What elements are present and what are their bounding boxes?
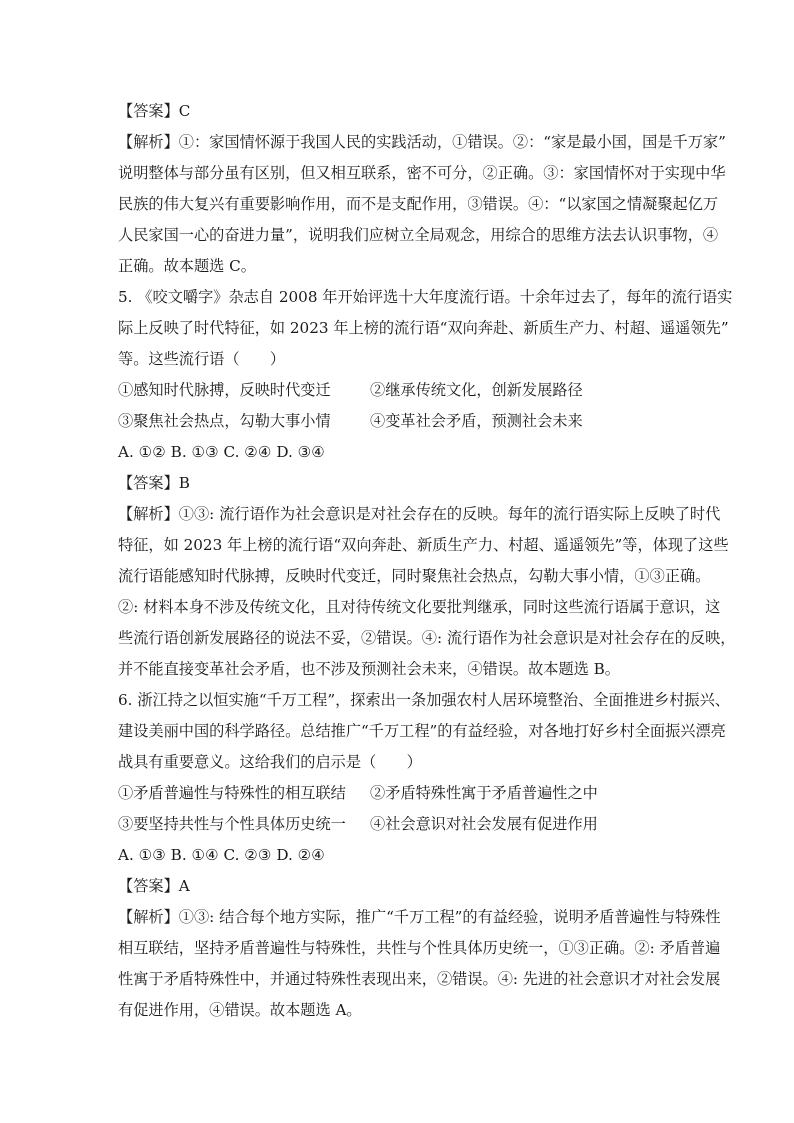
q5-analysis-line: 特征，如 2023 年上榜的流行语“双向奔赴、新质生产力、村超、遥遥领先”等，体现了这些 bbox=[118, 536, 729, 554]
q6-statement-4: ④社会意识对社会发展有促进作用 bbox=[370, 815, 598, 833]
q6-stem-line: 战具有重要意义。这给我们的启示是（ ） bbox=[118, 753, 422, 771]
q5-statement-row bbox=[118, 375, 684, 406]
q5-analysis-line: 些流行语创新发展路径的说法不妥，②错误。④: 流行语作为社会意识是对社会存在的反映， bbox=[118, 629, 736, 647]
q6-choices: A. ①③ B. ①④ C. ②③ D. ②④ bbox=[118, 846, 325, 864]
q5-analysis-line: 并不能直接变革社会矛盾，也不涉及预测社会未来，④错误。故本题选 B。 bbox=[118, 660, 620, 678]
q6-answer: 【答案】A bbox=[118, 877, 190, 895]
q5-statement-1: ①感知时代脉搏，反映时代变迁 bbox=[118, 381, 331, 399]
q6-statement-3: ③要坚持共性与个性具体历史统一 bbox=[118, 815, 346, 833]
q6-stem-line: 建设美丽中国的科学路径。总结推广“千万工程”的有益经验，对各地打好乡村全面振兴漂亮 bbox=[118, 722, 726, 740]
q5-statement-2: ②继承传统文化，创新发展路径 bbox=[370, 381, 583, 399]
q5-analysis-line: 流行语能感知时代脉搏，反映时代变迁，同时聚焦社会热点，勾勒大事小情，①③正确。 bbox=[118, 567, 711, 585]
q6-analysis-line: 相互联结，坚持矛盾普遍性与特殊性，共性与个性具体历史统一，①③正确。②: 矛盾普遍 bbox=[118, 939, 721, 957]
q6-statement-row bbox=[118, 809, 684, 840]
q5-stem-line: 等。这些流行语（ ） bbox=[118, 350, 286, 368]
q4-analysis-line: 正确。故本题选 C。 bbox=[118, 257, 256, 275]
q5-statement-3: ③聚焦社会热点，勾勒大事小情 bbox=[118, 412, 331, 430]
q6-analysis-line: 性寓于矛盾特殊性中，并通过特殊性表现出来，②错误。④: 先进的社会意识才对社会发展 bbox=[118, 970, 721, 988]
q4-answer: 【答案】C bbox=[118, 102, 191, 120]
q5-answer: 【答案】B bbox=[118, 474, 190, 492]
q6-statement-2: ②矛盾特殊性寓于矛盾普遍性之中 bbox=[370, 784, 598, 802]
q4-analysis-line: 【解析】①：家国情怀源于我国人民的实践活动，①错误。②：“家是最小国，国是千万家” bbox=[118, 133, 726, 151]
q4-analysis-line: 民族的伟大复兴有重要影响作用，而不是支配作用，③错误。④：“以家国之情凝聚起亿万 bbox=[118, 195, 719, 213]
q5-stem-line: 5. 《咬文嚼字》杂志自 2008 年开始评选十大年度流行语。十余年过去了，每年的流行语实 bbox=[118, 288, 733, 306]
q5-statement-row bbox=[118, 406, 684, 437]
q5-analysis-line: ②: 材料本身不涉及传统文化，且对待传统文化要批判继承，同时这些流行语属于意识，这 bbox=[118, 598, 721, 616]
q6-analysis-line: 【解析】①③: 结合每个地方实际，推广“千万工程”的有益经验，说明矛盾普遍性与特殊性 bbox=[118, 908, 721, 926]
q4-analysis-line: 人民家国一心的奋进力量”，说明我们应树立全局观念，用综合的思维方法去认识事物，④ bbox=[118, 226, 719, 244]
q5-statement-4: ④变革社会矛盾，预测社会未来 bbox=[370, 412, 583, 430]
q5-analysis-line: 【解析】①③: 流行语作为社会意识是对社会存在的反映。每年的流行语实际上反映了时代 bbox=[118, 505, 721, 523]
q6-statement-row bbox=[118, 778, 684, 809]
q6-statement-1: ①矛盾普遍性与特殊性的相互联结 bbox=[118, 784, 346, 802]
q6-stem-line: 6. 浙江持之以恒实施“千万工程”，探索出一条加强农村人居环境整治、全面推进乡村振兴、 bbox=[118, 691, 730, 709]
q4-analysis-line: 说明整体与部分虽有区别，但又相互联系，密不可分，②正确。③：家国情怀对于实现中华 bbox=[118, 164, 726, 182]
q5-stem-line: 际上反映了时代特征，如 2023 年上榜的流行语“双向奔赴、新质生产力、村超、遥遥领先” bbox=[118, 319, 729, 337]
q6-analysis-line: 有促进作用，④错误。故本题选 A。 bbox=[118, 1001, 362, 1019]
document-page bbox=[118, 96, 736, 1026]
q5-choices: A. ①② B. ①③ C. ②④ D. ③④ bbox=[118, 443, 325, 461]
